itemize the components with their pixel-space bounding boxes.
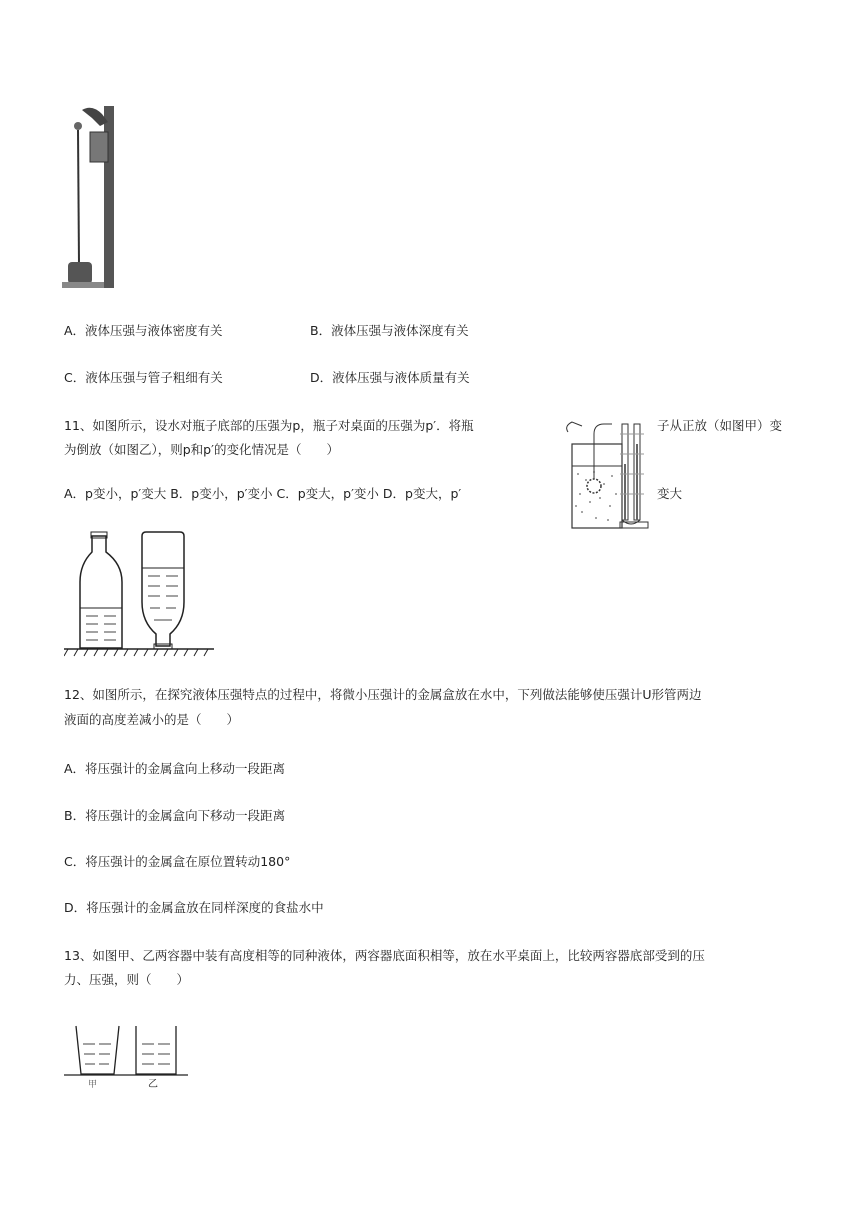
q10-option-b: B．液体压强与液体深度有关: [310, 323, 469, 338]
q11-line2: 为倒放（如图乙），则p和p′的变化情况是（ ）: [64, 442, 339, 457]
q13-line2: 力、压强，则（ ）: [64, 972, 190, 987]
q12-option-c: C．将压强计的金属盒在原位置转动180°: [64, 854, 291, 869]
bottles-figure: [64, 530, 216, 660]
pascal-barrel-figure: [62, 104, 122, 288]
q12-line2: 液面的高度差减小的是（ ）: [64, 712, 240, 727]
two-containers-figure: [64, 1020, 190, 1082]
q12-option-b: B．将压强计的金属盒向下移动一段距离: [64, 808, 286, 823]
container-label-yi: 乙: [148, 1079, 158, 1090]
q13-line1: 13、如图甲、乙两容器中装有高度相等的同种液体，两容器底面积相等，放在水平桌面上，比较两容器底部受到的压: [64, 948, 705, 963]
q11-line1-right: 子从正放（如图甲）变: [657, 418, 783, 433]
q12-option-a: A．将压强计的金属盒向上移动一段距离: [64, 761, 286, 776]
q10-option-a: A．液体压强与液体密度有关: [64, 323, 223, 338]
q12-line1: 12、如图所示，在探究液体压强特点的过程中，将微小压强计的金属盒放在水中，下列做法能够使压强计U形管两边: [64, 687, 702, 702]
q12-option-d: D．将压强计的金属盒放在同样深度的食盐水中: [64, 900, 324, 915]
container-label-jia: 甲: [88, 1080, 98, 1090]
q11-options: A．p变小，p′变大 B．p变小，p′变小 C．p变大，p′变小 D．p变大，p′: [64, 486, 462, 501]
q10-option-c: C．液体压强与管子粗细有关: [64, 370, 223, 385]
q11-line1-left: 11、如图所示，设水对瓶子底部的压强为p，瓶子对桌面的压强为p′．将瓶: [64, 418, 474, 433]
u-tube-manometer-figure: [560, 414, 650, 532]
q11-options-tail: 变大: [657, 486, 683, 501]
q10-option-d: D．液体压强与液体质量有关: [310, 370, 470, 385]
